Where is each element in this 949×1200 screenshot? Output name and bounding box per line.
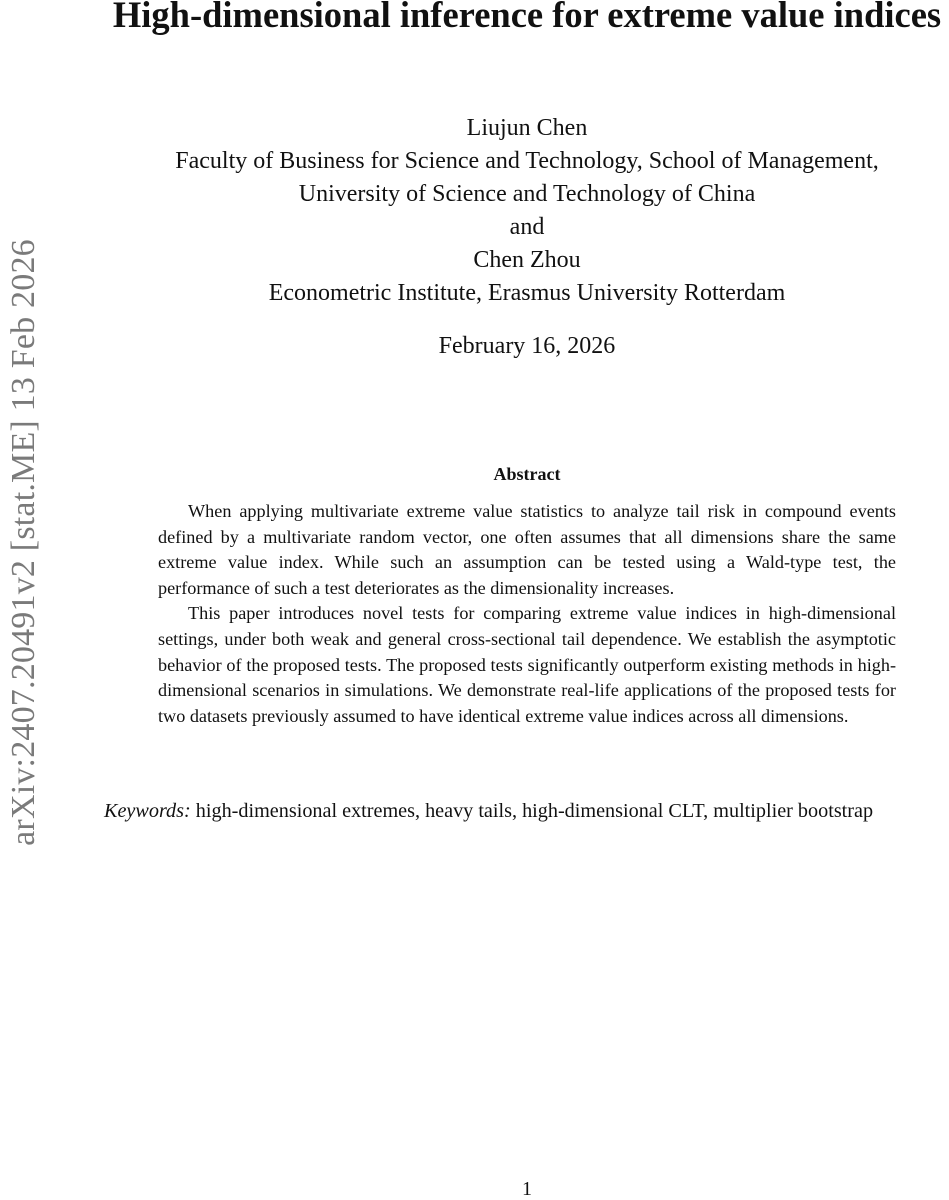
- abstract-paragraph-2: This paper introduces novel tests for comparing extreme value indices in high-dimensional settings, under both weak and general cross-sectional tail dependence. We establish the asymptotic behavior of the proposed tests. The proposed tests significantly outperform existing methods in high-dimensional scenarios in simulations. We demonstrate real-life applications of the proposed tests for two datasets previously assumed to have identical extreme value indices across all dimensions.: [158, 603, 896, 726]
- author-block: [100, 112, 949, 310]
- author-affiliation-1a: Faculty of Business for Science and Technology, School of Management,: [175, 148, 879, 174]
- author-name-2: Chen Zhou: [473, 247, 581, 273]
- keywords-label: Keywords:: [104, 800, 191, 822]
- abstract-heading: Abstract: [493, 464, 561, 484]
- author-name-1: Liujun Chen: [466, 115, 588, 141]
- paper-title: High-dimensional inference for extreme value indices: [112, 0, 942, 35]
- author-affiliation-2: Econometric Institute, Erasmus University Rotterdam: [268, 280, 786, 306]
- arxiv-identifier-stamp: arXiv:2407.20491v2 [stat.ME] 13 Feb 2026: [5, 239, 42, 846]
- keywords-text: high-dimensional extremes, heavy tails, high-dimensional CLT, multiplier bootstrap: [195, 800, 874, 822]
- author-affiliation-1b: University of Science and Technology of China: [298, 181, 756, 207]
- paper-date: February 16, 2026: [438, 333, 616, 359]
- author-conjunction: and: [509, 214, 545, 240]
- page-number: 1: [522, 1178, 532, 1200]
- abstract-body: [158, 499, 896, 729]
- keywords: [104, 797, 949, 825]
- abstract-paragraph-1: When applying multivariate extreme value statistics to analyze tail risk in compound events defined by a multivariate random vector, one often assumes that all dimensions share the same extreme value index. While such an assumption can be tested using a Wald-type test, the performance of such a test deteriorates as the dimensionality increases.: [158, 501, 896, 598]
